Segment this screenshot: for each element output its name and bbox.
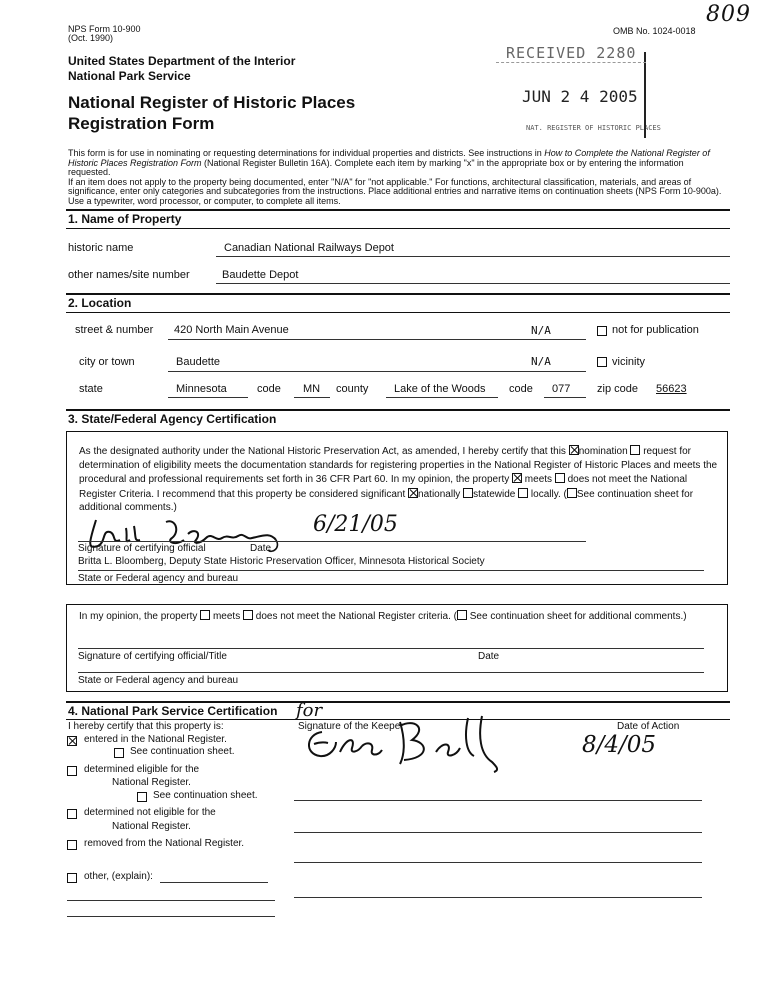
section1-heading: 1. Name of Property [68, 212, 182, 226]
other-names-label: other names/site number [68, 269, 190, 281]
opinion-text: In my opinion, the property meets does not meet the National Register criteria. ( See continuation sheet for additional comments.) [79, 611, 687, 622]
does-not-meet-checkbox[interactable] [555, 473, 565, 483]
stamp-top-text: RECEIVED 2280 [506, 44, 637, 62]
handwritten-signature-2 [296, 712, 516, 781]
section4-rule [66, 701, 730, 703]
handwritten-for: for [296, 700, 323, 721]
zip-label: zip code [597, 383, 638, 395]
state-line [168, 397, 248, 398]
opinion-does-not-meet-checkbox[interactable] [243, 610, 253, 620]
historic-name-line [216, 256, 730, 257]
not-eligible-checkbox[interactable] [67, 809, 77, 819]
section3-rule [66, 409, 730, 411]
removed-line [294, 862, 702, 863]
signature-line-2 [78, 648, 704, 649]
county-value[interactable]: Lake of the Woods [394, 383, 486, 395]
section2-underline [66, 312, 730, 313]
eligible-label-1: determined eligible for the [84, 764, 200, 775]
handwritten-date-2: 8/4/05 [582, 732, 657, 758]
agency-line-1 [78, 570, 704, 571]
state-code-value[interactable]: MN [303, 383, 321, 395]
certify-text: I hereby certify that this property is: [68, 721, 224, 732]
state-code-label: code [257, 383, 281, 395]
opinion-meets-checkbox[interactable] [200, 610, 210, 620]
handwritten-number: 809 [706, 2, 751, 27]
removed-label: removed from the National Register. [84, 838, 245, 849]
received-stamp [496, 38, 661, 144]
instructions: This form is for use in nominating or requesting determinations for individual properties and districts. See instructions in How to Complete the National Register of Historic Places Registration Form (National Register Bulletin 16A). Complete each item by marking "x" in the appropriate box or by entering the information requested. If an item does not apply to the property being documented, enter "N/A" for "not applicable." For functions, architectural classification, materials, and areas of significance, enter only categories and subcategories from the instructions. Place additional entries and narrative items on continuation sheets (NPS Form 10-900a). Use a typewriter, word processor, or computer, to complete all items. [68, 148, 722, 206]
not-eligible-label-2: National Register. [112, 821, 191, 832]
date-label-2: Date [478, 651, 500, 662]
entered-label: entered in the National Register. [84, 734, 227, 745]
page-subtitle: Registration Form [68, 114, 215, 133]
department-name: United States Department of the Interior [68, 54, 296, 68]
request-checkbox[interactable] [630, 445, 640, 455]
vicinity-label: vicinity [612, 356, 646, 368]
opinion-continuation-checkbox[interactable] [457, 610, 467, 620]
street-line [168, 339, 586, 340]
street-label: street & number [75, 324, 154, 336]
page-title: National Register of Historic Places [68, 93, 356, 112]
city-value[interactable]: Baudette [176, 356, 221, 368]
zip-value[interactable]: 56623 [656, 383, 687, 395]
stamp-border [644, 52, 646, 138]
county-label: county [336, 383, 369, 395]
agency-line-2 [78, 672, 704, 673]
section1-rule [66, 209, 730, 211]
county-code-label: code [509, 383, 533, 395]
county-code-value[interactable]: 077 [552, 383, 571, 395]
state-label: state [79, 383, 103, 395]
section4-heading: 4. National Park Service Certification [68, 704, 278, 718]
form-date: (Oct. 1990) [68, 33, 114, 43]
county-code-line [544, 397, 586, 398]
state-value[interactable]: Minnesota [176, 383, 227, 395]
other-line-2[interactable] [67, 900, 275, 901]
date-label-1: Date [250, 543, 272, 554]
stamp-date: JUN 2 4 2005 [522, 87, 638, 106]
continuation-checkbox[interactable] [567, 488, 577, 498]
state-code-line [294, 397, 330, 398]
other-line-right [294, 897, 702, 898]
agency-label-1: State or Federal agency and bureau [78, 573, 239, 584]
meets-checkbox[interactable] [512, 473, 522, 483]
historic-name-value[interactable]: Canadian National Railways Depot [224, 242, 394, 254]
street-na: N/A [531, 324, 551, 337]
other-names-value[interactable]: Baudette Depot [222, 269, 299, 281]
handwritten-date-1: 6/21/05 [313, 512, 398, 537]
see-continuation-2-checkbox[interactable] [137, 792, 147, 802]
keeper-label: Signature of the Keeper [298, 721, 404, 732]
official-name: Britta L. Bloomberg, Deputy State Historic Preservation Officer, Minnesota Historical Society [78, 556, 485, 567]
omb-number: OMB No. 1024-0018 [613, 26, 696, 36]
not-eligible-line [294, 832, 702, 833]
section1-underline [66, 228, 730, 229]
other-checkbox[interactable] [67, 873, 77, 883]
city-line [168, 371, 586, 372]
stamp-bottom-text: NAT. REGISTER OF HISTORIC PLACES [526, 124, 661, 132]
city-label: city or town [79, 356, 135, 368]
signature-line-1 [78, 541, 586, 542]
form-number: NPS Form 10-900 [68, 24, 141, 34]
agency-label-2: State or Federal agency and bureau [78, 675, 239, 686]
not-for-publication-checkbox[interactable] [597, 326, 607, 336]
street-value[interactable]: 420 North Main Avenue [174, 324, 289, 336]
locally-checkbox[interactable] [518, 488, 528, 498]
section2-rule [66, 293, 730, 295]
certification-text: As the designated authority under the National Historic Preservation Act, as amended, I hereby certify that this nomination request for determination of eligibility meets the documentation standards for registering properties in the National Register of Historic Places and meets the procedural and professional requirements set forth in 36 CFR Part 60. In my opinion, the property meets does not meet the National Register Criteria. I recommend that this property be considered significant nationally statewide locally. ( See continuation sheet for additional comments.) [79, 446, 718, 514]
other-line-3[interactable] [67, 916, 275, 917]
see-continuation-1-label: See continuation sheet. [130, 746, 235, 757]
service-name: National Park Service [68, 69, 191, 83]
not-eligible-label-1: determined not eligible for the [84, 807, 216, 818]
removed-checkbox[interactable] [67, 840, 77, 850]
see-continuation-2-label: See continuation sheet. [153, 790, 258, 801]
historic-name-label: historic name [68, 242, 134, 254]
see-continuation-1-checkbox[interactable] [114, 748, 124, 758]
eligible-checkbox[interactable] [67, 766, 77, 776]
signature-label-1: Signature of certifying official [78, 543, 206, 554]
other-label: other, (explain): [84, 871, 153, 882]
date-of-action-label: Date of Action [617, 721, 680, 732]
other-line-1[interactable] [160, 882, 268, 883]
not-for-publication-label: not for publication [612, 324, 699, 336]
section3-heading: 3. State/Federal Agency Certification [68, 412, 277, 426]
statewide-checkbox[interactable] [463, 488, 473, 498]
city-na: N/A [531, 355, 551, 368]
county-line [386, 397, 498, 398]
eligible-label-2: National Register. [112, 777, 191, 788]
vicinity-checkbox[interactable] [597, 357, 607, 367]
entered-checkbox[interactable] [67, 736, 77, 746]
other-names-line [216, 283, 730, 284]
signature-label-2: Signature of certifying official/Title [78, 651, 227, 662]
section2-heading: 2. Location [68, 296, 132, 310]
stamp-border-top [496, 62, 646, 63]
nomination-checkbox[interactable] [569, 445, 579, 455]
eligible-line [294, 800, 702, 801]
nationally-checkbox[interactable] [408, 488, 418, 498]
